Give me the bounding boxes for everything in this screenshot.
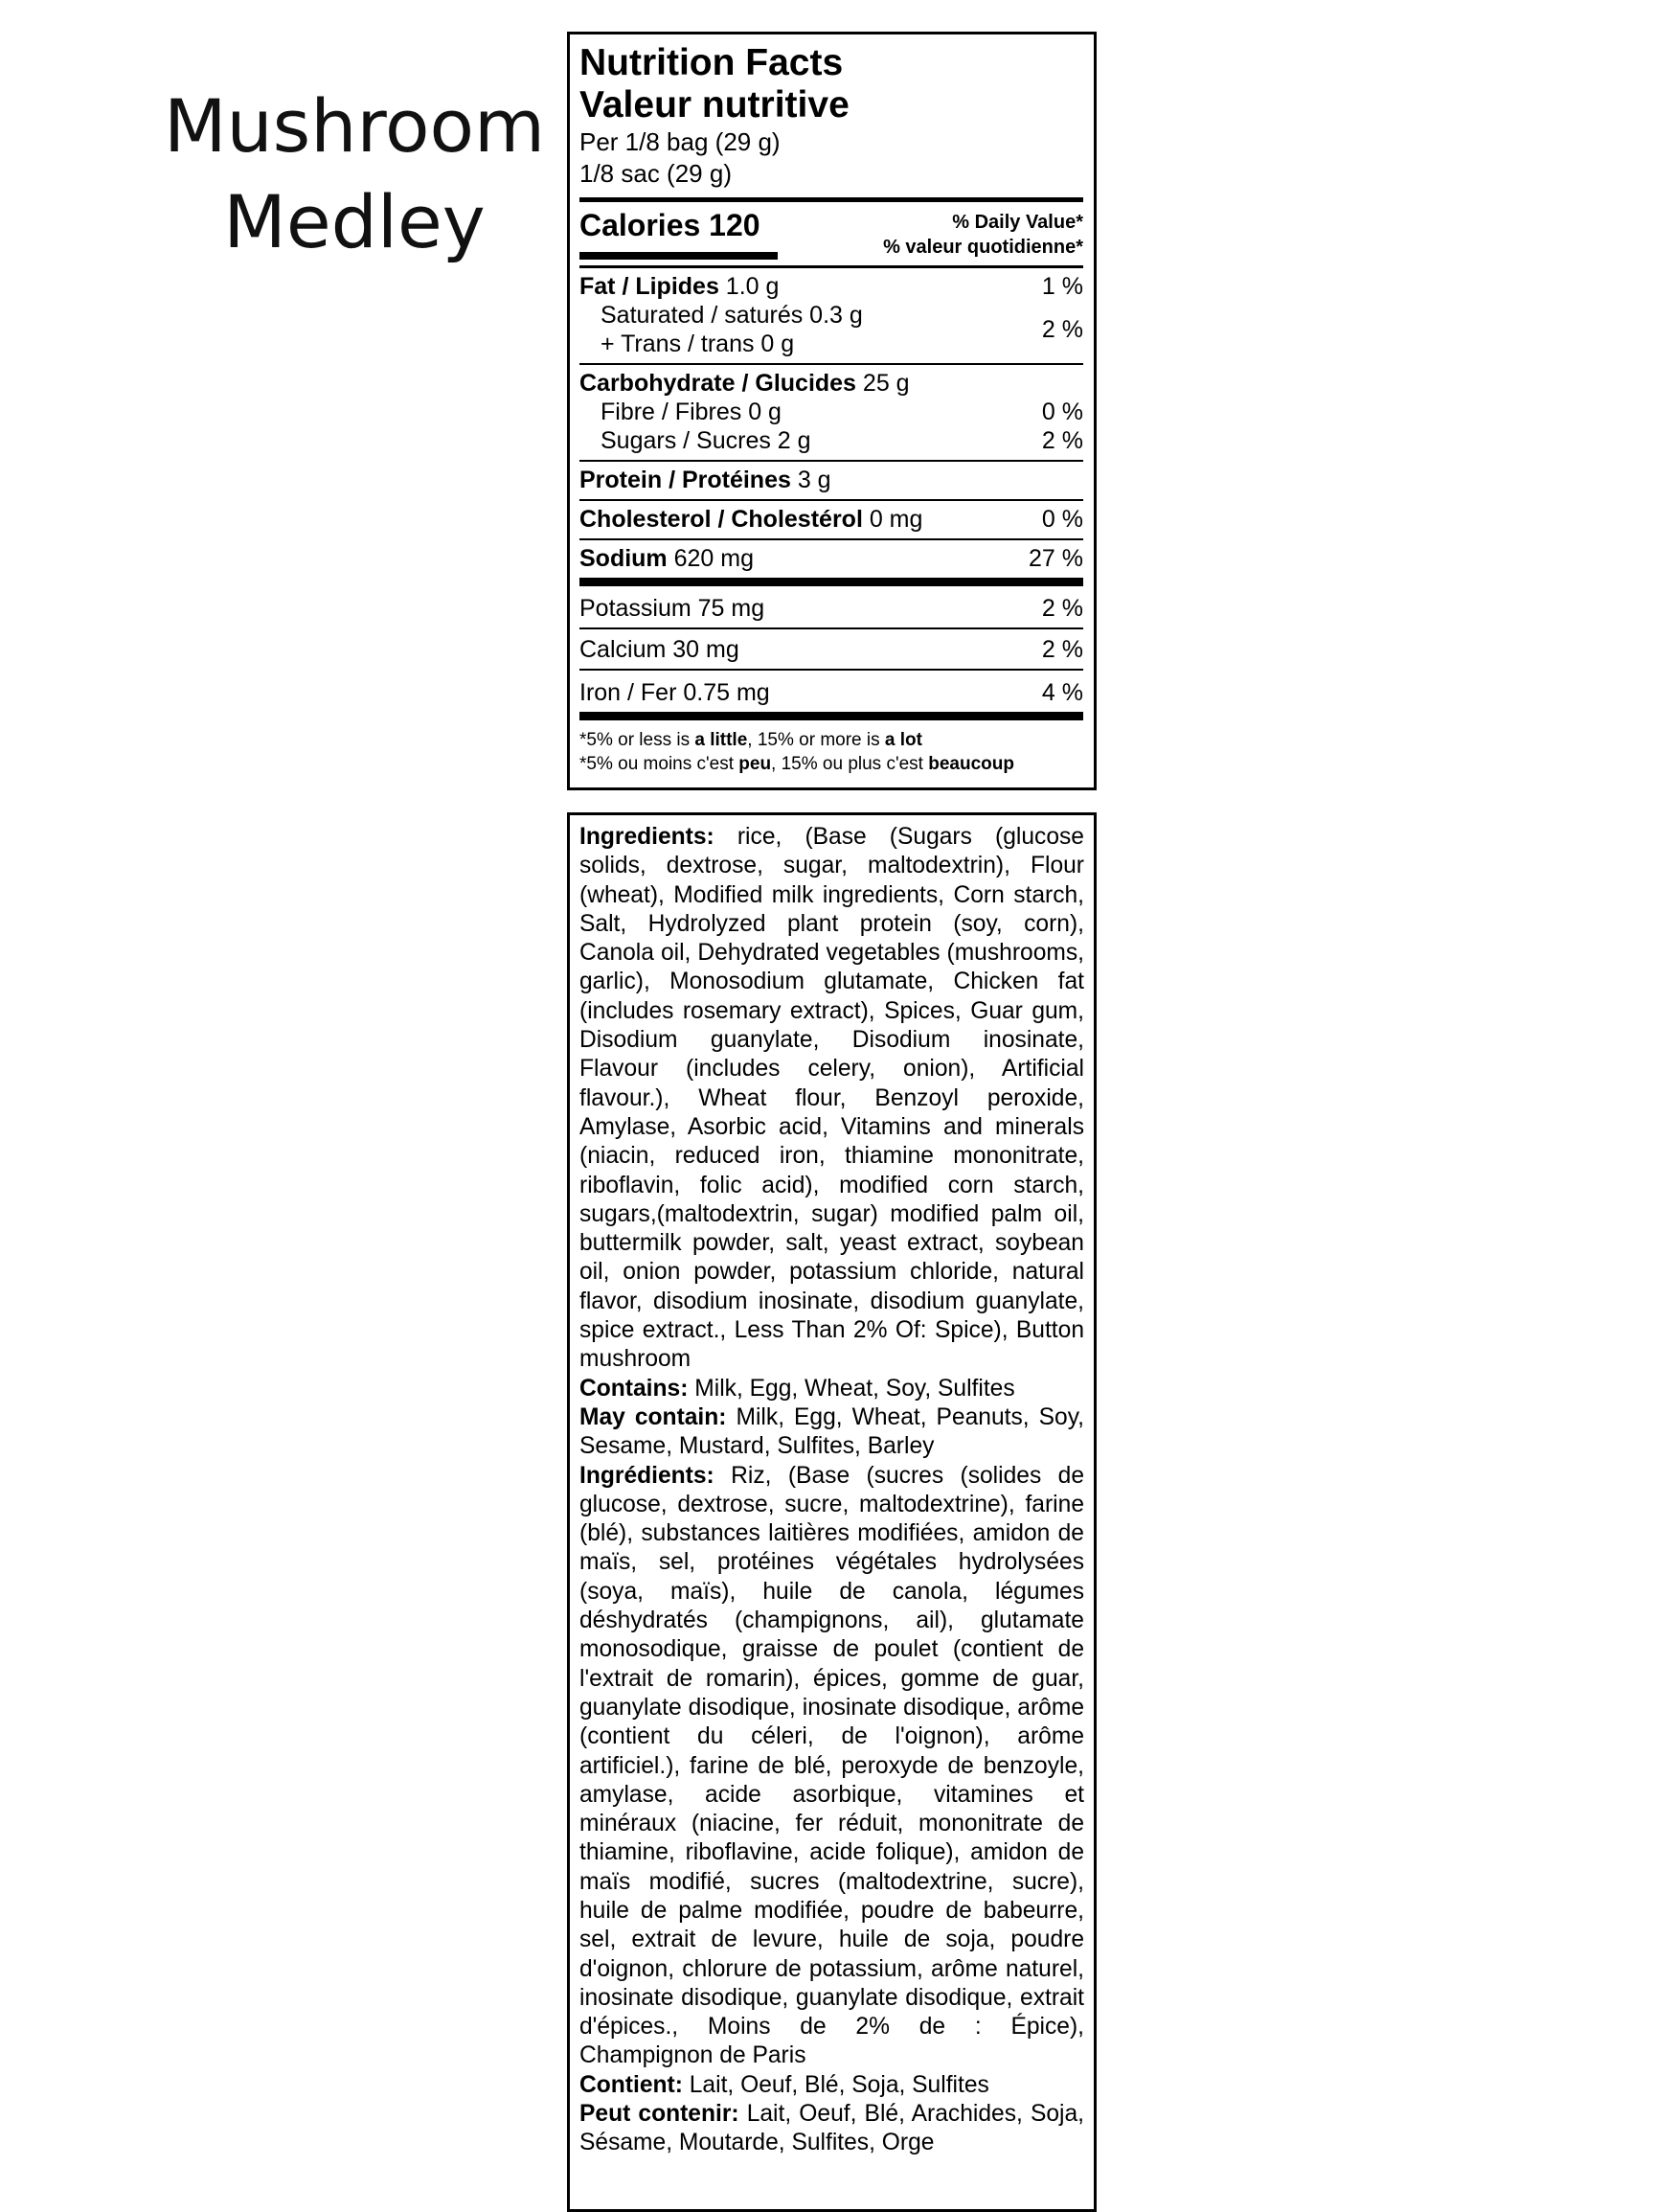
- may-contain-en-label: May contain:: [579, 1403, 727, 1430]
- ingredients-fr: [579, 1462, 1084, 2071]
- potassium-row: [579, 594, 1083, 623]
- sodium-row: [579, 544, 1083, 573]
- protein-row: [579, 466, 1083, 494]
- fibre-row: [579, 398, 1083, 426]
- protein-section: [579, 462, 1083, 499]
- sugars-row: [579, 426, 1083, 455]
- calories-label: Calories 120: [579, 208, 760, 242]
- serving-size-fr: 1/8 sac (29 g): [579, 159, 732, 188]
- contains-en-text: Milk, Egg, Wheat, Soy, Sulfites: [688, 1375, 1015, 1402]
- trans-label: + Trans / trans 0 g: [601, 331, 795, 357]
- nutrition-title-en: Nutrition Facts: [579, 42, 844, 83]
- fibre-label: Fibre / Fibres 0 g: [601, 399, 782, 425]
- may-contain-fr-label: Peut contenir:: [579, 2101, 739, 2128]
- protein-label: Protein / Protéines: [579, 467, 791, 493]
- potassium-label: Potassium 75 mg: [579, 595, 765, 622]
- protein-amount: 3 g: [790, 467, 831, 493]
- daily-value-en: % Daily Value*: [952, 212, 1083, 233]
- calcium-row: [579, 635, 1083, 664]
- footnote: [579, 720, 1083, 776]
- ingredients-fr-text: Riz, (Base (sucres (solides de glucose, dextrose, sucre, maltodextrine), farine (blé), substances laitières modifiées, amidon de maïs, sel, protéines végétales hydrolysées (soya, maïs), huile de canola, légumes déshydratés (champignons, ail), glutamate monosodique, graisse de poulet (contient de l'extrait de romarin), épices, gomme de guar, guanylate disodique, inosinate disodique, arôme (contient du céleri, de l'oignon), arôme artificiel.), farine de blé, peroxyde de benzoyle, amylase, acide asorbique, vitamines et minéraux (niacine, fer réduit, mononitrate de thiamine, riboflavine, acide folique), amidon de maïs modifié, sucres (maltodextrine, sucre), huile de palme modifiée, poudre de babeurre, sel, extrait de levure, huile de soja, poudre d'oignon, chlorure de potassium, arôme naturel, inosinate disodique, guanylate disodique, extrait d'épices., Moins de 2% de : Épice), Champignon de Paris: [579, 1462, 1084, 2069]
- may-contain-en-text: Milk, Egg, Wheat, Peanuts, Soy, Sesame, Mustard, Sulfites, Barley: [579, 1403, 1084, 1460]
- may-contain-en: [579, 1403, 1084, 1462]
- calories-row: [579, 202, 1083, 265]
- calories-underline: [579, 252, 778, 260]
- footnote-fr-text: , 15% ou plus c'est: [771, 754, 929, 774]
- sugars-label: Sugars / Sucres 2 g: [601, 427, 811, 454]
- saturated-row: [579, 301, 1083, 330]
- calcium-label: Calcium 30 mg: [579, 636, 739, 663]
- product-title: [115, 79, 594, 270]
- footnote-fr-bold: beaucoup: [928, 754, 1014, 774]
- cholesterol-row: [579, 505, 1083, 534]
- fat-label: Fat / Lipides: [579, 273, 719, 300]
- may-contain-fr-text: Lait, Oeuf, Blé, Arachides, Soja, Sésame, Moutarde, Sulfites, Orge: [579, 2101, 1084, 2156]
- contains-en-label: Contains:: [579, 1375, 689, 1402]
- carbohydrate-label: Carbohydrate / Glucides: [579, 370, 856, 397]
- product-title-line-1: Mushroom: [163, 83, 546, 169]
- calcium-pct: 2 %: [1041, 636, 1083, 663]
- sodium-section: [579, 540, 1083, 578]
- fibre-pct: 0 %: [1041, 399, 1083, 425]
- product-title-line-2: Medley: [223, 179, 486, 264]
- ingredients-fr-label: Ingrédients:: [579, 1462, 714, 1489]
- daily-value-fr: % valeur quotidienne*: [883, 237, 1083, 258]
- carbohydrate-section: [579, 365, 1083, 460]
- iron-section: [579, 671, 1083, 712]
- sodium-pct: 27 %: [1029, 545, 1083, 572]
- fat-row: [579, 272, 1083, 301]
- potassium-pct: 2 %: [1041, 595, 1083, 622]
- divider-heavy: [579, 712, 1083, 720]
- sugars-pct: 2 %: [1041, 427, 1083, 454]
- contains-en: [579, 1375, 1084, 1403]
- footnote-en-bold: a little: [694, 730, 748, 750]
- may-contain-fr: [579, 2100, 1084, 2158]
- footnote-en-bold: a lot: [884, 730, 922, 750]
- saturated-label: Saturated / saturés 0.3 g: [601, 302, 863, 329]
- fat-section: [579, 268, 1083, 363]
- calcium-section: [579, 629, 1083, 669]
- contains-fr: [579, 2071, 1084, 2100]
- sodium-label: Sodium: [579, 545, 668, 572]
- ingredients-panel: [567, 812, 1097, 2212]
- carbohydrate-amount: 25 g: [855, 370, 910, 397]
- cholesterol-section: [579, 501, 1083, 538]
- iron-pct: 4 %: [1041, 679, 1083, 706]
- footnote-fr-text: *5% ou moins c'est: [579, 754, 739, 774]
- cholesterol-amount: 0 mg: [862, 506, 923, 533]
- cholesterol-label: Cholesterol / Cholestérol: [579, 506, 863, 533]
- ingredients-en: [579, 823, 1084, 1375]
- iron-label: Iron / Fer 0.75 mg: [579, 679, 770, 706]
- potassium-section: [579, 586, 1083, 627]
- contains-fr-label: Contient:: [579, 2071, 683, 2098]
- trans-row: [579, 316, 1083, 358]
- footnote-en-text: , 15% or more is: [747, 730, 885, 750]
- serving-size-en: Per 1/8 bag (29 g): [579, 127, 781, 156]
- ingredients-en-label: Ingredients:: [579, 824, 714, 850]
- divider-heavy: [579, 578, 1083, 586]
- fat-pct: 1 %: [1041, 273, 1083, 300]
- footnote-en: [579, 728, 1083, 752]
- ingredients-en-text: rice, (Base (Sugars (glucose solids, dextrose, sugar, maltodextrin), Flour (wheat), Modified milk ingredients, Corn starch, Salt, Hydrolyzed plant protein (soy, corn), Canola oil, Dehydrated vegetables (mushrooms, garlic), Monosodium glutamate, Chicken fat (includes rosemary extract), Spices, Guar gum, Disodium guanylate, Disodium inosinate, Flavour (includes celery, onion), Artificial flavour.), Wheat flour, Benzoyl peroxide, Amylase, Asorbic acid, Vitamins and minerals (niacin, reduced iron, thiamine mononitrate, riboflavin, folic acid), modified corn starch, sugars,(maltodextrin, sugar) modified palm oil, buttermilk powder, salt, yeast extract, soybean oil, onion powder, potassium chloride, natural flavor, disodium inosinate, disodium guanylate, spice extract., Less Than 2% Of: Spice), Button mushroom: [579, 824, 1084, 1373]
- saturated-trans-pct: 2 %: [1041, 316, 1083, 343]
- daily-value-header: [883, 210, 1083, 260]
- carbohydrate-row: [579, 369, 1083, 398]
- fat-amount: 1.0 g: [718, 273, 780, 300]
- sodium-amount: 620 mg: [667, 545, 755, 572]
- nutrition-facts-table: [567, 32, 1097, 790]
- iron-row: [579, 678, 1083, 707]
- footnote-en-text: *5% or less is: [579, 730, 695, 750]
- footnote-fr-bold: peu: [738, 754, 772, 774]
- nutrition-title-fr: Valeur nutritive: [579, 84, 850, 125]
- contains-fr-text: Lait, Oeuf, Blé, Soja, Sulfites: [682, 2071, 989, 2098]
- cholesterol-pct: 0 %: [1041, 506, 1083, 533]
- footnote-fr: [579, 752, 1083, 776]
